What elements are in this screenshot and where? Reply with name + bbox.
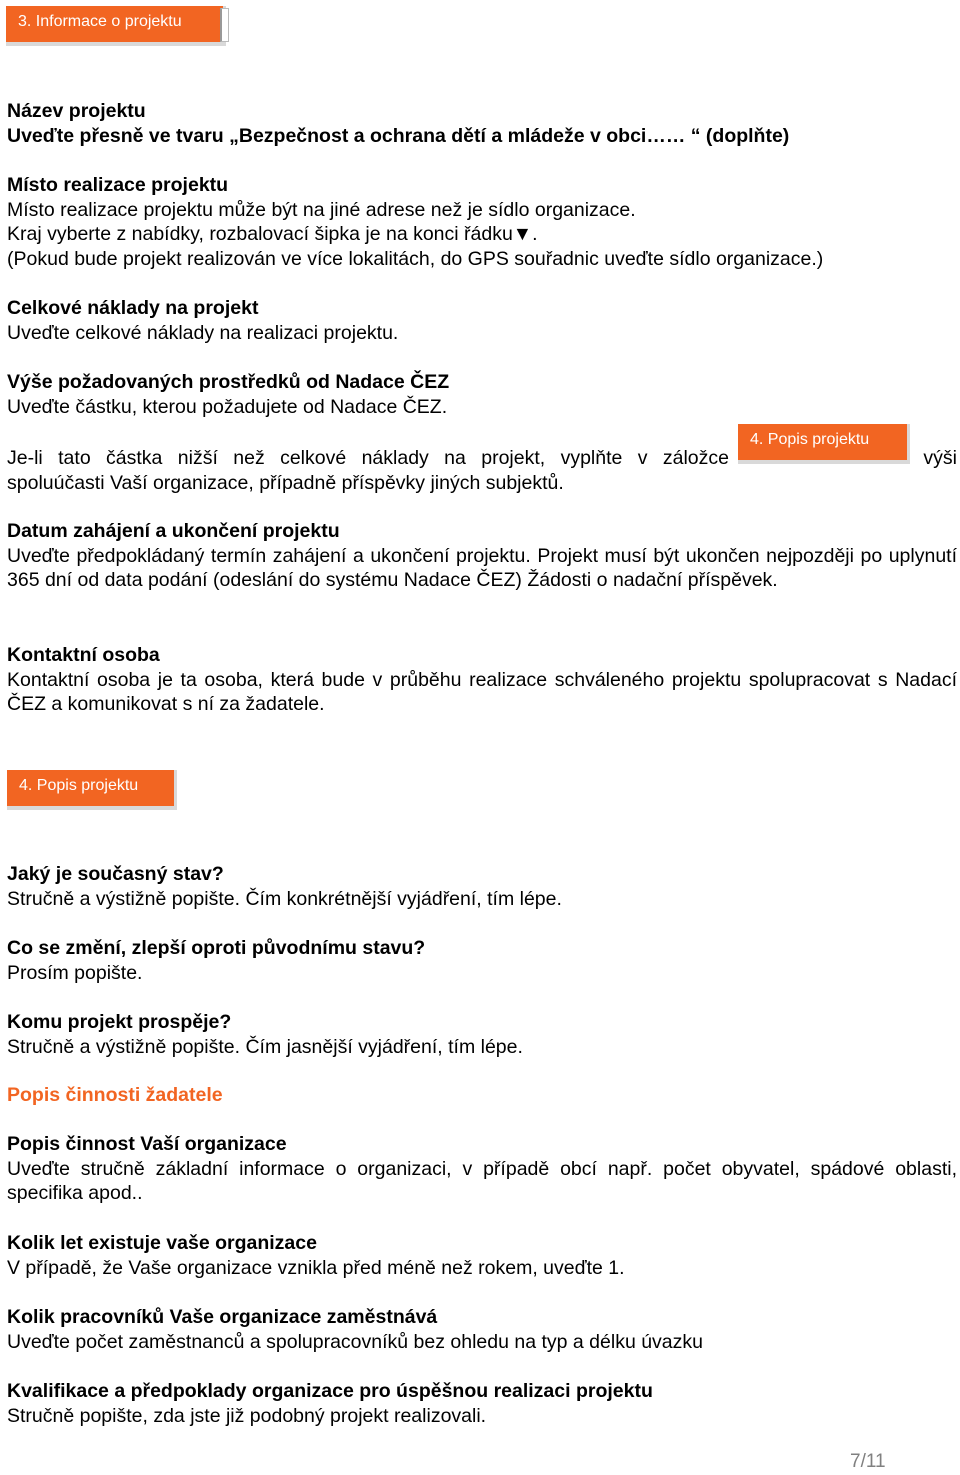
section-project-name xyxy=(7,99,957,148)
tab-section-4-label: 4. Popis projektu xyxy=(19,777,139,794)
text-location-2: Kraj vyberte z nabídky, rozbalovací šipka je na konci řádku▼. xyxy=(7,223,538,245)
tab-section-3[interactable] xyxy=(6,6,226,46)
text-total-costs: Uveďte celkové náklady na realizaci projektu. xyxy=(7,321,399,344)
text-organization-age: V případě, že Vaše organizace vznikla před méně než rokem, uveďte 1. xyxy=(7,1256,625,1279)
heading-dates: Datum zahájení a ukončení projektu xyxy=(7,520,340,542)
text-project-name: Uveďte přesně ve tvaru „Bezpečnost a ochrana dětí a mládeže v obci…… “ (doplňte) xyxy=(7,124,790,147)
text-beneficiaries: Stručně a výstižně popište. Čím jasnější vyjádření, tím lépe. xyxy=(7,1035,523,1058)
cofinancing-text-c: spoluúčasti Vaší organizace, případně příspěvky jiných subjektů. xyxy=(7,471,564,494)
inline-tab-section-4-label: 4. Popis projektu xyxy=(750,431,870,448)
text-requested-amount: Uveďte částku, kterou požadujete od Nadace ČEZ. xyxy=(7,395,448,418)
text-current-state: Stručně a výstižně popište. Čím konkrétnější vyjádření, tím lépe. xyxy=(7,887,562,910)
section-qualification xyxy=(7,1379,957,1428)
cofinancing-text-b: výši xyxy=(923,447,957,469)
heading-beneficiaries: Komu projekt prospěje? xyxy=(7,1011,232,1033)
heading-employees: Kolik pracovníků Vaše organizace zaměstnává xyxy=(7,1306,438,1328)
heading-requested-amount: Výše požadovaných prostředků od Nadace ČEZ xyxy=(7,371,450,393)
text-contact: Kontaktní osoba je ta osoba, která bude v průběhu realizace schváleného projektu spolupracovat s Nadací ČEZ a komunikovat s ní za žadatele. xyxy=(7,668,957,715)
text-employees: Uveďte počet zaměstnanců a spolupracovníků bez ohledu na typ a délku úvazku xyxy=(7,1330,704,1353)
cofinancing-text-a: Je-li tato částka nižší než celkové náklady na projekt, vyplňte v záložce xyxy=(7,447,729,469)
section-applicant-heading xyxy=(7,1083,957,1108)
section-organization-age xyxy=(7,1231,957,1280)
heading-qualification: Kvalifikace a předpoklady organizace pro úspěšnou realizaci projektu xyxy=(7,1380,653,1402)
heading-current-state: Jaký je současný stav? xyxy=(7,863,224,885)
heading-project-name: Název projektu xyxy=(7,100,146,122)
text-change: Prosím popište. xyxy=(7,961,143,984)
page-number: 7/11 xyxy=(850,1451,886,1472)
tab-section-4[interactable] xyxy=(7,770,177,810)
heading-organization-age: Kolik let existuje vaše organizace xyxy=(7,1232,317,1254)
heading-total-costs: Celkové náklady na projekt xyxy=(7,297,259,319)
text-organization-activity: Uveďte stručně základní informace o organizaci, v případě obcí např. počet obyvatel, spádové oblasti, specifika apod.. xyxy=(7,1157,957,1204)
text-location-3: (Pokud bude projekt realizován ve více lokalitách, do GPS souřadnic uveďte sídlo organizace.) xyxy=(7,247,824,270)
heading-organization-activity: Popis činnost Vaší organizace xyxy=(7,1133,287,1155)
section-contact xyxy=(7,643,957,717)
tab-edge xyxy=(220,8,229,42)
tab-section-3-label: 3. Informace o projektu xyxy=(18,13,182,30)
section-total-costs xyxy=(7,296,957,345)
section-dates xyxy=(7,519,957,593)
heading-location: Místo realizace projektu xyxy=(7,174,229,196)
text-location-1: Místo realizace projektu může být na jiné adrese než je sídlo organizace. xyxy=(7,198,636,221)
section-location xyxy=(7,173,957,271)
heading-contact: Kontaktní osoba xyxy=(7,644,160,666)
heading-applicant-activity: Popis činnosti žadatele xyxy=(7,1084,223,1106)
section-beneficiaries xyxy=(7,1010,957,1059)
inline-tab-section-4[interactable] xyxy=(738,424,910,464)
text-dates: Uveďte předpokládaný termín zahájení a ukončení projektu. Projekt musí být ukončen nejpozději po uplynutí 365 dní od data podání (odeslání do systému Nadace ČEZ) Žádosti o nadační příspěvek. xyxy=(7,544,957,591)
section-employees xyxy=(7,1305,957,1354)
text-qualification: Stručně popište, zda jste již podobný projekt realizovali. xyxy=(7,1404,487,1427)
section-change xyxy=(7,936,957,985)
section-organization-activity xyxy=(7,1132,957,1206)
section-current-state xyxy=(7,862,957,911)
section-requested-amount xyxy=(7,370,957,419)
heading-change: Co se změní, zlepší oproti původnímu stavu? xyxy=(7,937,426,959)
